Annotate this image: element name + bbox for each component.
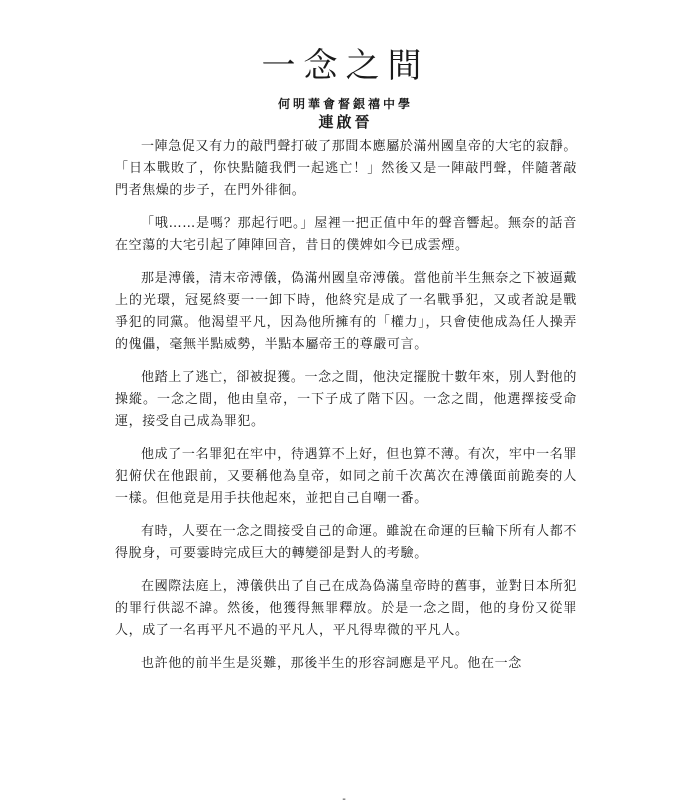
paragraph-2: 「哦……是嗎？那起行吧。」屋裡一把正值中年的聲音響起。無奈的話音在空蕩的大宅引起了陣陣回音，昔日的僕婢如今已成雲煙。 [115,216,577,253]
article-body [115,136,577,686]
paragraph-4: 他踏上了逃亡，卻被捉獲。一念之間，他決定擺脫十數年來，別人對他的操縱。一念之間，他由皇帝，一下子成了階下囚。一念之間，他選擇接受命運，接受自己成為罪犯。 [115,370,577,429]
paragraph-7: 在國際法庭上，溥儀供出了自己在成為偽滿皇帝時的舊事，並對日本所犯的罪行供認不諱。然後，他獲得無罪釋放。於是一念之間，他的身份又從罪人，成了一名再平凡不過的平凡人，平凡得卑微的平凡人。 [115,579,577,638]
paragraph-6: 有時，人要在一念之間接受自己的命運。雖說在命運的巨輪下所有人都不得脫身，可要霎時完成巨大的轉變卻是對人的考驗。 [115,524,577,561]
paragraph-5: 他成了一名罪犯在牢中，待遇算不上好，但也算不薄。有次，牢中一名罪犯俯伏在他跟前，又要稱他為皇帝，如同之前千次萬次在溥儀面前跪奏的人一樣。但他竟是用手扶他起來，並把自己自嘲一番。 [115,447,577,506]
author-name: 連啟晉 [318,113,373,131]
paragraph-3: 那是溥儀，清末帝溥儀，偽滿州國皇帝溥儀。當他前半生無奈之下被逼戴上的光環，冠冕終要一一卸下時，他終究是成了一名戰爭犯，又或者說是戰爭犯的同黨。他渴望平凡，因為他所擁有的「權力」，只會使他成為任人操弄的傀儡，毫無半點威勢，半點本屬帝王的尊嚴可言。 [115,271,577,352]
school-name: 何明華會督銀禧中學 [277,97,413,111]
paragraph-1: 一陣急促又有力的敲門聲打破了那間本應屬於滿州國皇帝的大宅的寂靜。「日本戰敗了，你快點隨我們一起逃亡！」然後又是一陣敲門聲，伴隨著敲門者焦燥的步子，在門外徘徊。 [115,139,577,198]
page-title: 一念之間 [261,46,430,86]
paragraph-8: 也許他的前半生是災難，那後半生的形容詞應是平凡。他在一念 [141,656,522,671]
page-number-mark: - [342,794,346,805]
